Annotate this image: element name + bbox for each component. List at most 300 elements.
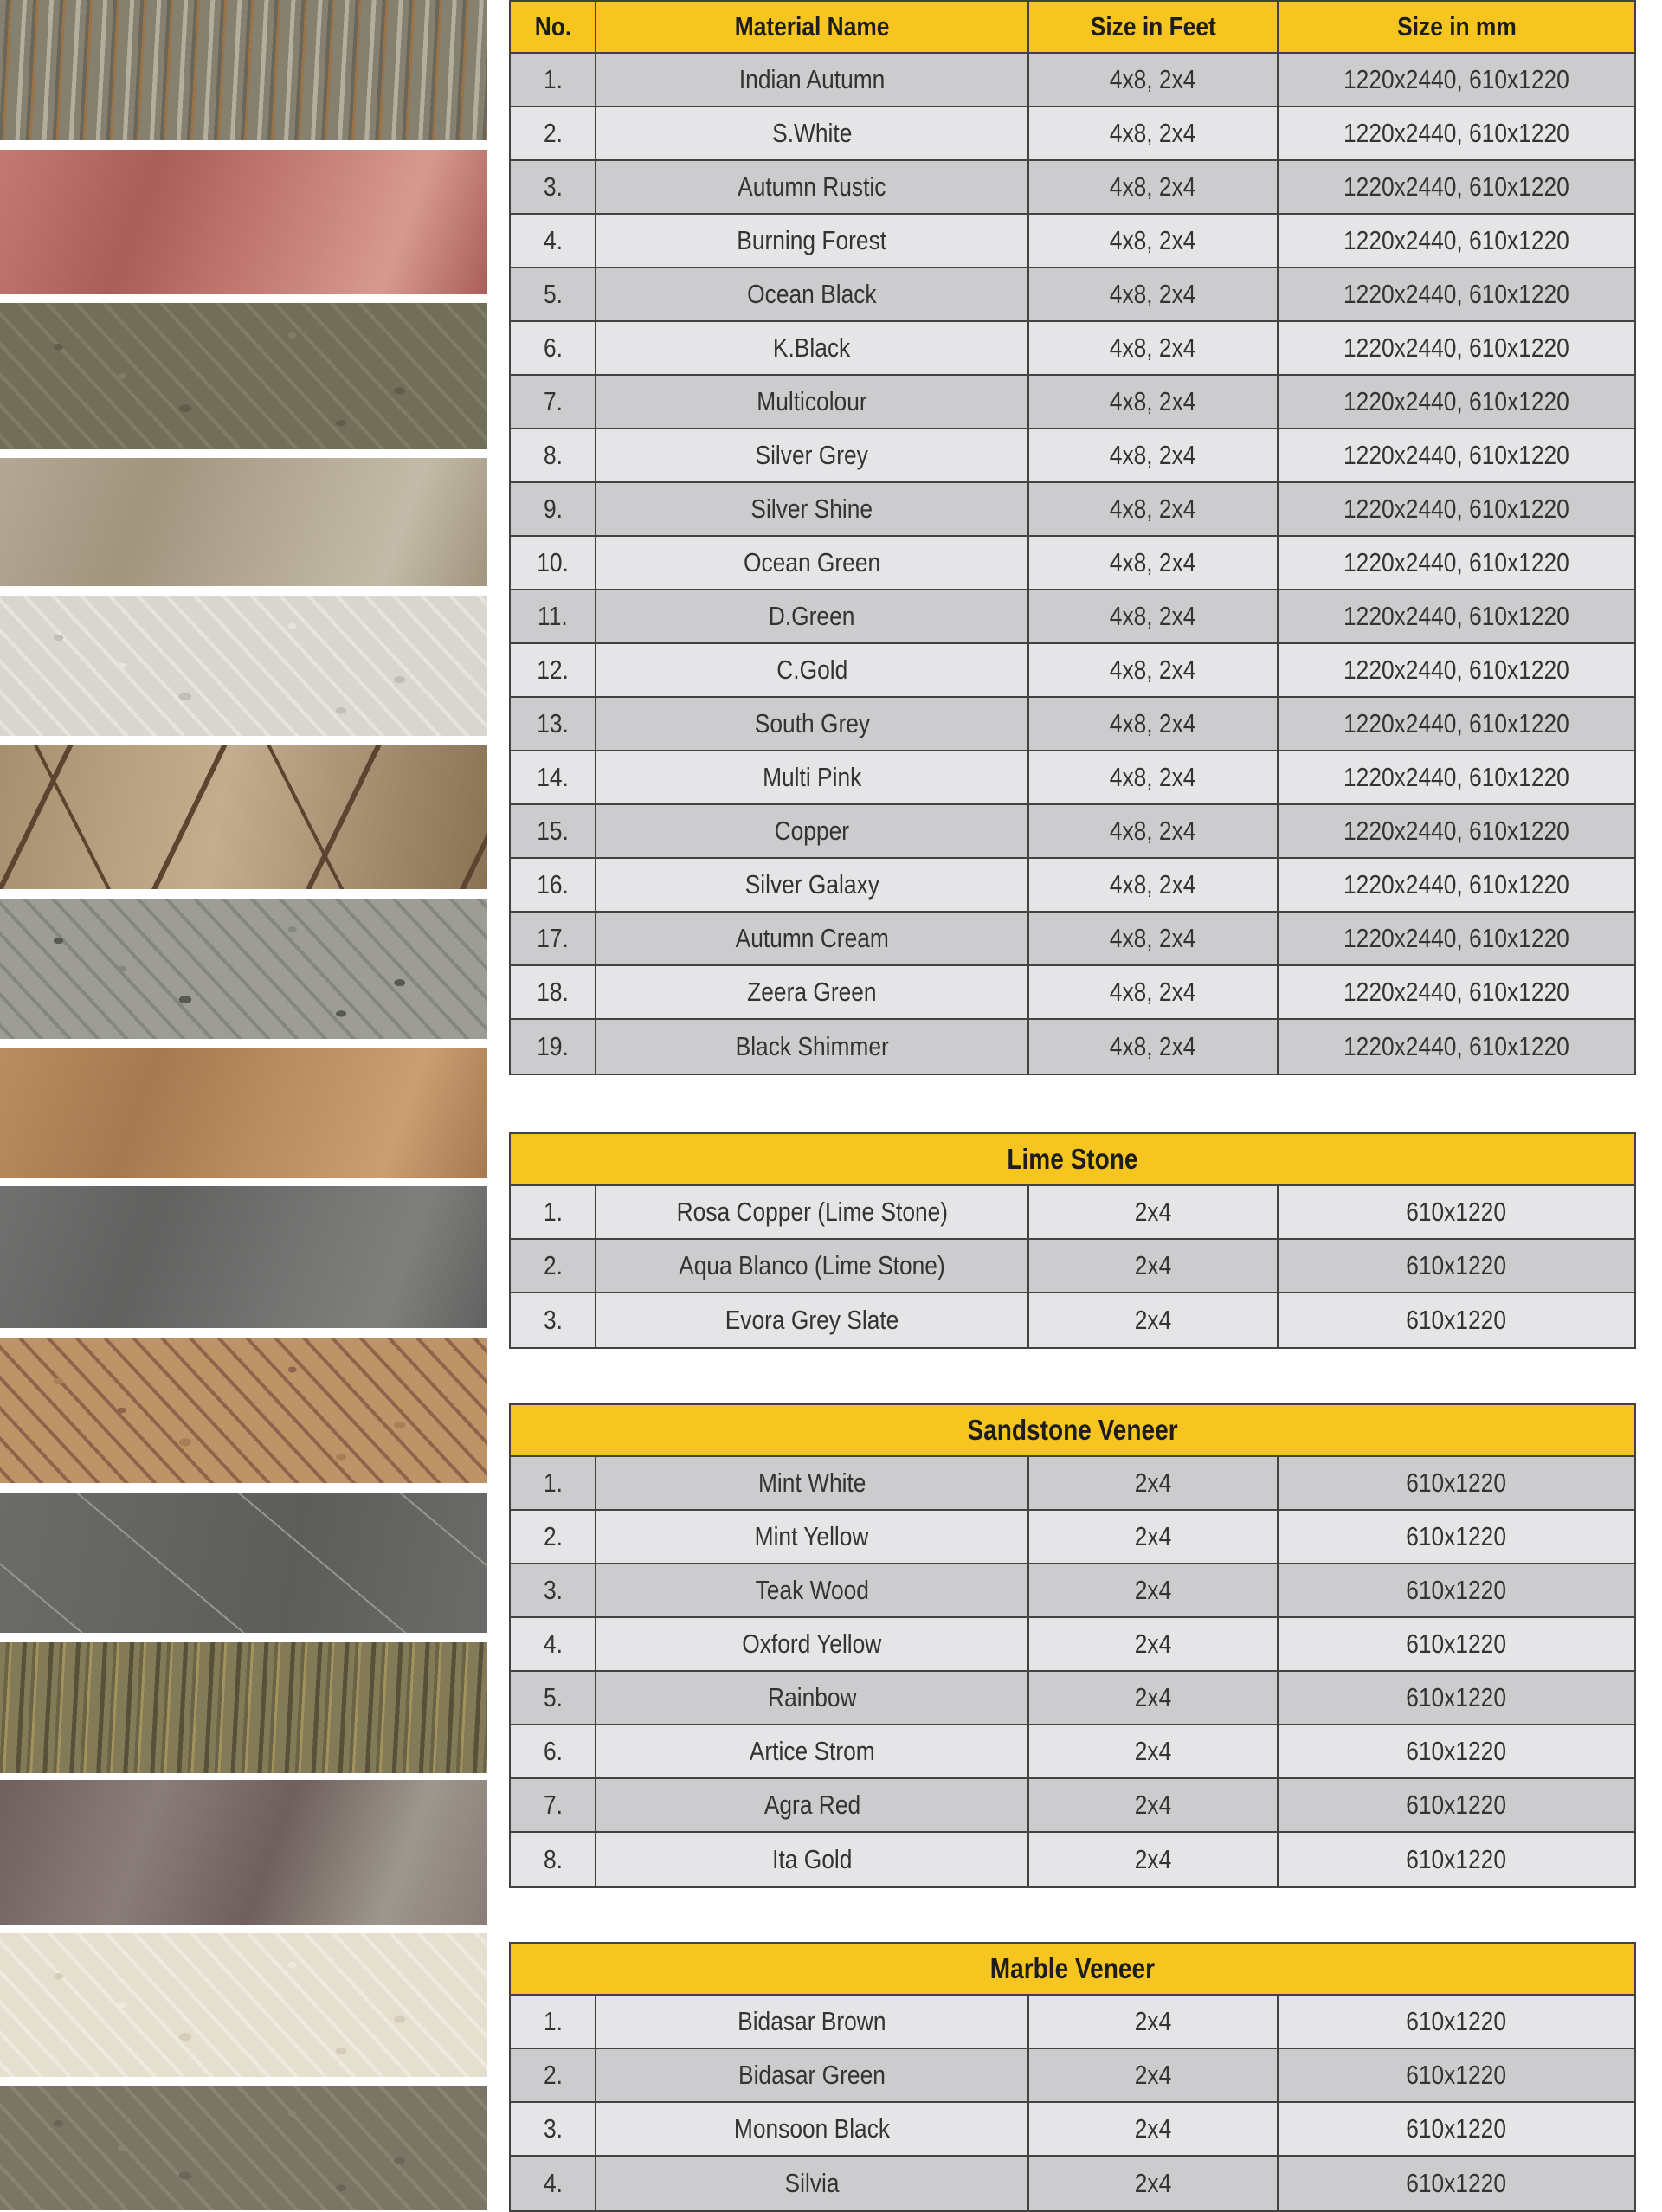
cell-size-feet: [1029, 1672, 1279, 1724]
cell-no-text: 5.: [543, 279, 563, 309]
cell-size-feet-text: 4x8, 2x4: [1110, 762, 1196, 792]
cell-size-feet-text: 4x8, 2x4: [1110, 225, 1196, 255]
stone-photo-cream-limestone: [0, 1933, 487, 2077]
cell-size-mm: [1279, 2103, 1634, 2155]
cell-material-name-text: D.Green: [769, 601, 855, 631]
cell-material-name: [596, 644, 1029, 696]
cell-size-mm-text: 1220x2440, 610x1220: [1343, 869, 1569, 900]
sandstone-veneer-table: [509, 1403, 1636, 1888]
table-row: [511, 161, 1634, 215]
cell-size-feet-text: 4x8, 2x4: [1110, 386, 1196, 416]
cell-size-mm-text: 610x1220: [1406, 2168, 1507, 2198]
table-row: [511, 107, 1634, 161]
cell-size-feet: [1029, 698, 1279, 750]
cell-no: [511, 376, 596, 428]
cell-material-name-text: Agra Red: [763, 1790, 860, 1820]
cell-size-feet: [1029, 215, 1279, 267]
cell-no: [511, 590, 596, 642]
cell-no-text: 8.: [543, 440, 563, 470]
cell-size-feet: [1029, 2103, 1279, 2155]
cell-no-text: 1.: [543, 64, 563, 94]
cell-size-feet-text: 2x4: [1134, 2168, 1172, 2198]
cell-size-feet-text: 4x8, 2x4: [1110, 547, 1196, 577]
cell-size-feet: [1029, 966, 1279, 1018]
cell-no: [511, 215, 596, 267]
cell-material-name-text: Mint Yellow: [755, 1521, 869, 1551]
cell-material-name: [596, 1725, 1029, 1777]
cell-material-name-text: Rainbow: [767, 1682, 857, 1712]
cell-no: [511, 644, 596, 696]
cell-no-text: 3.: [543, 2113, 563, 2144]
table-row: [511, 1240, 1634, 1293]
cell-material-name-text: K.Black: [773, 332, 851, 363]
cell-material-name: [596, 215, 1029, 267]
col-header-material-name: [596, 2, 1029, 52]
cell-material-name-text: Silver Shine: [750, 493, 873, 524]
cell-size-feet-text: 2x4: [1134, 1682, 1172, 1712]
cell-size-feet-text: 2x4: [1134, 2113, 1172, 2144]
cell-size-mm-text: 1220x2440, 610x1220: [1343, 225, 1569, 255]
cell-size-mm-text: 1220x2440, 610x1220: [1343, 279, 1569, 309]
stone-photo-purple-gray-slate: [0, 1780, 487, 1925]
cell-size-mm: [1279, 1186, 1634, 1238]
table-row: [511, 966, 1634, 1020]
cell-material-name: [596, 483, 1029, 535]
cell-no-text: 3.: [543, 171, 563, 202]
cell-material-name: [596, 1240, 1029, 1292]
cell-size-mm-text: 610x1220: [1406, 2006, 1507, 2036]
cell-no-text: 15.: [537, 816, 569, 846]
stone-photo-olive-green-slate: [0, 2086, 487, 2210]
cell-material-name: [596, 805, 1029, 857]
col-header-size-feet: [1029, 2, 1279, 52]
cell-size-feet-text: 2x4: [1134, 1736, 1172, 1766]
table-row: [511, 376, 1634, 429]
table-row: [511, 1457, 1634, 1511]
cell-material-name-text: Silver Grey: [755, 440, 869, 470]
stone-photo-white-quartzite: [0, 596, 487, 736]
cell-size-feet: [1029, 54, 1279, 106]
cell-no-text: 1.: [543, 1467, 563, 1498]
cell-size-feet-text: 2x4: [1134, 1790, 1172, 1820]
cell-size-feet-text: 4x8, 2x4: [1110, 601, 1196, 631]
cell-size-mm: [1279, 859, 1634, 911]
cell-no-text: 13.: [537, 708, 569, 738]
table-row: [511, 2157, 1634, 2210]
stone-photo-gray-green-granite: [0, 899, 487, 1039]
cell-size-mm-text: 1220x2440, 610x1220: [1343, 171, 1569, 202]
cell-material-name: [596, 2157, 1029, 2210]
section-header-lime-stone: [511, 1134, 1634, 1186]
cell-material-name-text: Autumn Rustic: [738, 171, 886, 202]
cell-size-mm: [1279, 1457, 1634, 1509]
col-header-material-name-text: Material Name: [734, 11, 890, 42]
stone-texture-strip: [0, 0, 487, 2210]
cell-size-feet: [1029, 644, 1279, 696]
cell-no: [511, 913, 596, 964]
cell-material-name: [596, 1186, 1029, 1238]
cell-material-name-text: Aqua Blanco (Lime Stone): [679, 1250, 945, 1280]
cell-size-feet: [1029, 483, 1279, 535]
cell-no: [511, 1564, 596, 1616]
cell-size-mm: [1279, 2157, 1634, 2210]
cell-size-mm-text: 1220x2440, 610x1220: [1343, 762, 1569, 792]
section-title-text: Marble Veneer: [989, 1952, 1156, 1984]
cell-size-mm-text: 610x1220: [1406, 1628, 1507, 1659]
table-body: [511, 1186, 1634, 1347]
cell-no: [511, 161, 596, 213]
cell-material-name: [596, 1833, 1029, 1886]
cell-size-mm-text: 610x1220: [1406, 1575, 1507, 1605]
cell-no-text: 1.: [543, 2006, 563, 2036]
cell-size-feet-text: 4x8, 2x4: [1110, 279, 1196, 309]
cell-material-name: [596, 966, 1029, 1018]
cell-size-feet-text: 2x4: [1134, 1305, 1172, 1335]
stone-photo-green-gold-slate: [0, 1642, 487, 1773]
cell-size-mm-text: 1220x2440, 610x1220: [1343, 1031, 1569, 1061]
cell-size-feet: [1029, 805, 1279, 857]
cell-size-mm: [1279, 1618, 1634, 1670]
cell-material-name: [596, 429, 1029, 481]
cell-size-mm-text: 1220x2440, 610x1220: [1343, 547, 1569, 577]
cell-size-feet-text: 2x4: [1134, 1521, 1172, 1551]
cell-material-name-text: Multicolour: [757, 386, 867, 416]
cell-size-feet-text: 2x4: [1134, 1196, 1172, 1227]
cell-no-text: 1.: [543, 1196, 563, 1227]
cell-size-feet: [1029, 107, 1279, 159]
cell-size-feet: [1029, 1564, 1279, 1616]
cell-size-mm-text: 610x1220: [1406, 2060, 1507, 2090]
cell-no-text: 2.: [543, 1250, 563, 1280]
cell-size-feet-text: 2x4: [1134, 2060, 1172, 2090]
cell-material-name-text: Copper: [774, 816, 850, 846]
cell-no-text: 6.: [543, 1736, 563, 1766]
cell-size-feet-text: 4x8, 2x4: [1110, 655, 1196, 685]
cell-size-feet: [1029, 1618, 1279, 1670]
cell-material-name-text: Ocean Green: [743, 547, 881, 577]
table-header-row: [511, 2, 1634, 54]
cell-no-text: 17.: [537, 923, 569, 953]
cell-no: [511, 1996, 596, 2048]
cell-size-mm: [1279, 2049, 1634, 2101]
cell-size-feet-text: 2x4: [1134, 1844, 1172, 1874]
cell-no: [511, 54, 596, 106]
table-row: [511, 751, 1634, 805]
table-row: [511, 1564, 1634, 1618]
cell-material-name: [596, 751, 1029, 803]
cell-size-feet-text: 2x4: [1134, 1575, 1172, 1605]
cell-no: [511, 537, 596, 589]
table-row: [511, 1779, 1634, 1833]
cell-no: [511, 2157, 596, 2210]
cell-size-feet: [1029, 2157, 1279, 2210]
cell-material-name: [596, 376, 1029, 428]
cell-size-mm: [1279, 376, 1634, 428]
cell-material-name: [596, 1457, 1029, 1509]
table-row: [511, 1833, 1634, 1886]
cell-size-feet-text: 4x8, 2x4: [1110, 708, 1196, 738]
cell-material-name-text: Teak Wood: [755, 1575, 869, 1605]
cell-size-feet: [1029, 590, 1279, 642]
cell-material-name-text: Bidasar Green: [738, 2060, 886, 2090]
cell-material-name-text: Monsoon Black: [733, 2113, 891, 2144]
cell-size-feet: [1029, 322, 1279, 374]
table-row: [511, 1996, 1634, 2049]
cell-size-feet: [1029, 913, 1279, 964]
stone-photo-tan-smooth-sandstone: [0, 458, 487, 586]
cell-no-text: 12.: [537, 655, 569, 685]
table-row: [511, 429, 1634, 483]
cell-material-name: [596, 1564, 1029, 1616]
cell-size-mm: [1279, 483, 1634, 535]
cell-size-mm: [1279, 1725, 1634, 1777]
cell-size-feet: [1029, 1186, 1279, 1238]
cell-material-name-text: South Grey: [754, 708, 870, 738]
cell-no: [511, 268, 596, 320]
table-body: [511, 1457, 1634, 1886]
stone-photo-copper-rough-slate: [0, 1338, 487, 1483]
cell-material-name: [596, 2103, 1029, 2155]
cell-size-feet: [1029, 268, 1279, 320]
cell-size-feet-text: 4x8, 2x4: [1110, 64, 1196, 94]
table-row: [511, 1725, 1634, 1779]
cell-size-mm: [1279, 644, 1634, 696]
cell-material-name: [596, 698, 1029, 750]
cell-no: [511, 751, 596, 803]
cell-material-name-text: Silvia: [784, 2168, 840, 2198]
table-row: [511, 1618, 1634, 1672]
cell-size-mm: [1279, 751, 1634, 803]
table-row: [511, 2049, 1634, 2103]
cell-no-text: 14.: [537, 762, 569, 792]
cell-size-mm-text: 610x1220: [1406, 1790, 1507, 1820]
cell-no: [511, 483, 596, 535]
cell-size-feet-text: 2x4: [1134, 2006, 1172, 2036]
table-row: [511, 590, 1634, 644]
cell-no-text: 2.: [543, 2060, 563, 2090]
section-title-text: Lime Stone: [1007, 1143, 1138, 1175]
cell-material-name-text: Ita Gold: [771, 1844, 853, 1874]
table-row: [511, 644, 1634, 698]
cell-material-name-text: Indian Autumn: [738, 64, 886, 94]
cell-size-feet: [1029, 1725, 1279, 1777]
section-header-sandstone-veneer: [511, 1405, 1634, 1457]
cell-size-mm-text: 1220x2440, 610x1220: [1343, 816, 1569, 846]
table-row: [511, 537, 1634, 590]
lime-stone-table: [509, 1132, 1636, 1349]
table-row: [511, 1293, 1634, 1347]
cell-no: [511, 322, 596, 374]
cell-size-mm: [1279, 805, 1634, 857]
cell-no-text: 2.: [543, 1521, 563, 1551]
cell-size-mm-text: 610x1220: [1406, 1682, 1507, 1712]
cell-no-text: 7.: [543, 1790, 563, 1820]
table-row: [511, 859, 1634, 913]
cell-no: [511, 1293, 596, 1347]
cell-no: [511, 1725, 596, 1777]
cell-material-name: [596, 54, 1029, 106]
cell-size-mm-text: 1220x2440, 610x1220: [1343, 601, 1569, 631]
cell-size-mm-text: 1220x2440, 610x1220: [1343, 493, 1569, 524]
cell-size-feet: [1029, 1293, 1279, 1347]
cell-material-name: [596, 1293, 1029, 1347]
cell-size-mm: [1279, 698, 1634, 750]
cell-size-mm: [1279, 1240, 1634, 1292]
cell-size-mm: [1279, 537, 1634, 589]
cell-size-mm-text: 610x1220: [1406, 1467, 1507, 1498]
cell-no: [511, 1511, 596, 1563]
cell-size-feet-text: 4x8, 2x4: [1110, 923, 1196, 953]
slate-veneer-table: [509, 0, 1636, 1075]
cell-size-mm: [1279, 1996, 1634, 2048]
cell-material-name: [596, 2049, 1029, 2101]
cell-size-feet: [1029, 1833, 1279, 1886]
cell-no: [511, 1833, 596, 1886]
table-body: [511, 54, 1634, 1074]
cell-no: [511, 1186, 596, 1238]
cell-material-name-text: Burning Forest: [737, 225, 887, 255]
col-header-size-feet-text: Size in Feet: [1090, 11, 1216, 42]
cell-no: [511, 859, 596, 911]
cell-size-mm-text: 1220x2440, 610x1220: [1343, 708, 1569, 738]
cell-no: [511, 966, 596, 1018]
cell-size-feet-text: 4x8, 2x4: [1110, 118, 1196, 148]
table-row: [511, 1186, 1634, 1240]
cell-size-mm-text: 610x1220: [1406, 1521, 1507, 1551]
cell-size-mm-text: 1220x2440, 610x1220: [1343, 655, 1569, 685]
cell-no: [511, 698, 596, 750]
table-row: [511, 322, 1634, 376]
cell-material-name: [596, 1020, 1029, 1074]
cell-size-mm: [1279, 107, 1634, 159]
cell-size-feet-text: 4x8, 2x4: [1110, 440, 1196, 470]
cell-no-text: 4.: [543, 2168, 563, 2198]
cell-size-feet: [1029, 1511, 1279, 1563]
cell-no: [511, 1672, 596, 1724]
cell-no: [511, 1779, 596, 1831]
cell-size-mm: [1279, 1293, 1634, 1347]
cell-material-name-text: Mint White: [757, 1467, 866, 1498]
cell-size-mm: [1279, 54, 1634, 106]
cell-material-name: [596, 1996, 1029, 2048]
cell-material-name: [596, 537, 1029, 589]
cell-size-mm: [1279, 268, 1634, 320]
cell-no: [511, 1457, 596, 1509]
cell-no-text: 18.: [537, 977, 569, 1007]
stone-photo-rose-pink-slate: [0, 150, 487, 294]
cell-no-text: 5.: [543, 1682, 563, 1712]
cell-material-name-text: Multi Pink: [762, 762, 862, 792]
cell-size-mm-text: 1220x2440, 610x1220: [1343, 923, 1569, 953]
table-row: [511, 483, 1634, 537]
cell-material-name: [596, 161, 1029, 213]
cell-no: [511, 2049, 596, 2101]
cell-size-feet: [1029, 1020, 1279, 1074]
stone-photo-copper-slate: [0, 1048, 487, 1178]
cell-size-feet-text: 2x4: [1134, 1628, 1172, 1659]
cell-size-feet-text: 4x8, 2x4: [1110, 493, 1196, 524]
cell-size-mm: [1279, 1511, 1634, 1563]
cell-size-feet: [1029, 429, 1279, 481]
cell-material-name: [596, 268, 1029, 320]
cell-size-mm-text: 1220x2440, 610x1220: [1343, 386, 1569, 416]
cell-size-mm: [1279, 215, 1634, 267]
cell-size-feet-text: 4x8, 2x4: [1110, 977, 1196, 1007]
cell-size-mm: [1279, 966, 1634, 1018]
table-row: [511, 913, 1634, 966]
cell-size-mm-text: 1220x2440, 610x1220: [1343, 118, 1569, 148]
col-header-size-mm: [1279, 2, 1634, 52]
cell-size-mm: [1279, 1564, 1634, 1616]
stone-photo-rainforest-brown-marble: [0, 745, 487, 889]
cell-no: [511, 2103, 596, 2155]
cell-no-text: 6.: [543, 332, 563, 363]
cell-material-name: [596, 913, 1029, 964]
cell-material-name-text: Rosa Copper (Lime Stone): [676, 1196, 948, 1227]
cell-size-feet-text: 4x8, 2x4: [1110, 869, 1196, 900]
table-row: [511, 268, 1634, 322]
section-header-marble-veneer: [511, 1944, 1634, 1996]
cell-no-text: 4.: [543, 1628, 563, 1659]
cell-size-mm-text: 1220x2440, 610x1220: [1343, 332, 1569, 363]
cell-no-text: 4.: [543, 225, 563, 255]
cell-size-mm-text: 610x1220: [1406, 1250, 1507, 1280]
cell-size-mm: [1279, 322, 1634, 374]
cell-size-feet-text: 4x8, 2x4: [1110, 171, 1196, 202]
cell-material-name-text: S.White: [771, 118, 853, 148]
cell-material-name: [596, 107, 1029, 159]
cell-size-mm: [1279, 1672, 1634, 1724]
cell-no-text: 8.: [543, 1844, 563, 1874]
cell-material-name-text: Silver Galaxy: [744, 869, 879, 900]
cell-material-name-text: C.Gold: [776, 655, 847, 685]
cell-size-feet-text: 2x4: [1134, 1250, 1172, 1280]
cell-size-mm-text: 610x1220: [1406, 2113, 1507, 2144]
cell-no: [511, 1618, 596, 1670]
cell-size-feet: [1029, 1779, 1279, 1831]
cell-size-mm-text: 610x1220: [1406, 1305, 1507, 1335]
stone-photo-gray-rust-quartzite: [0, 0, 487, 140]
table-row: [511, 2103, 1634, 2157]
cell-no: [511, 805, 596, 857]
cell-size-mm: [1279, 161, 1634, 213]
table-row: [511, 698, 1634, 751]
marble-veneer-table: [509, 1942, 1636, 2212]
cell-material-name-text: Autumn Cream: [735, 923, 889, 953]
cell-no-text: 2.: [543, 118, 563, 148]
cell-size-feet: [1029, 1457, 1279, 1509]
cell-material-name: [596, 1779, 1029, 1831]
table-body: [511, 1996, 1634, 2210]
cell-size-mm-text: 1220x2440, 610x1220: [1343, 64, 1569, 94]
stone-photo-dark-gray-slate: [0, 1186, 487, 1328]
cell-size-feet: [1029, 859, 1279, 911]
cell-size-feet: [1029, 1996, 1279, 2048]
cell-size-feet: [1029, 2049, 1279, 2101]
table-row: [511, 805, 1634, 859]
col-header-no-text: No.: [534, 11, 571, 42]
section-title-text: Sandstone Veneer: [967, 1414, 1178, 1446]
cell-material-name-text: Ocean Black: [747, 279, 877, 309]
cell-size-feet-text: 4x8, 2x4: [1110, 816, 1196, 846]
cell-material-name-text: Zeera Green: [747, 977, 877, 1007]
cell-material-name-text: Evora Grey Slate: [725, 1305, 899, 1335]
cell-size-feet: [1029, 161, 1279, 213]
cell-size-mm-text: 1220x2440, 610x1220: [1343, 977, 1569, 1007]
cell-material-name: [596, 1511, 1029, 1563]
cell-size-feet: [1029, 537, 1279, 589]
cell-size-feet: [1029, 751, 1279, 803]
